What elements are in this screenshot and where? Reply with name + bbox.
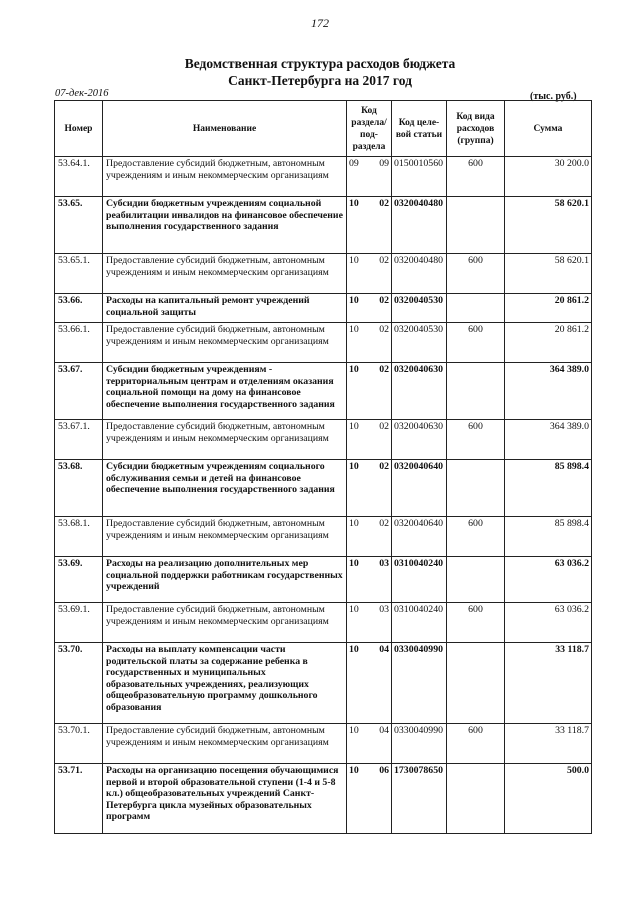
cell-number: 53.67.1. xyxy=(55,420,103,460)
cell-section-code xyxy=(347,254,392,294)
cell-name: Расходы на выплату компенсации части родительской платы за содержание ребенка в государственных и муниципальных образовательных учреждениях, реализующих общеобразовательную программу дошкольного образования xyxy=(103,643,347,724)
subsection-code: 02 xyxy=(379,421,389,432)
cell-sum: 33 118.7 xyxy=(505,724,592,764)
title-line-1: Ведомственная структура расходов бюджета xyxy=(184,56,456,71)
cell-expense-type: 600 xyxy=(447,724,505,764)
cell-expense-type xyxy=(447,363,505,420)
cell-number: 53.70. xyxy=(55,643,103,724)
cell-number: 53.68.1. xyxy=(55,517,103,557)
table-row xyxy=(55,643,592,724)
cell-section-code xyxy=(347,420,392,460)
subsection-code: 09 xyxy=(379,158,389,169)
cell-expense-type xyxy=(447,643,505,724)
cell-name: Предоставление субсидий бюджетным, автономным учреждениям и иным некоммерческим организациям xyxy=(103,603,347,643)
cell-section-code xyxy=(347,643,392,724)
cell-name: Субсидии бюджетным учреждениям - территориальным центрам и отделениям оказания социальной помощи на дому на финансовое обеспечение выполнения государственного задания xyxy=(103,363,347,420)
cell-article-code: 0310040240 xyxy=(392,603,447,643)
document-title xyxy=(0,55,640,89)
subsection-code: 04 xyxy=(379,644,389,655)
cell-name: Предоставление субсидий бюджетным, автономным учреждениям и иным некоммерческим организациям xyxy=(103,157,347,197)
table-row xyxy=(55,603,592,643)
cell-article-code: 0320040630 xyxy=(392,363,447,420)
cell-section-code xyxy=(347,323,392,363)
cell-expense-type xyxy=(447,557,505,603)
table-row xyxy=(55,724,592,764)
cell-sum: 33 118.7 xyxy=(505,643,592,724)
subsection-code: 02 xyxy=(379,518,389,529)
cell-expense-type: 600 xyxy=(447,323,505,363)
cell-expense-type: 600 xyxy=(447,603,505,643)
page-number: 172 xyxy=(311,16,329,30)
table-row xyxy=(55,363,592,420)
cell-section-code xyxy=(347,157,392,197)
section-code: 10 xyxy=(349,604,359,615)
cell-name: Предоставление субсидий бюджетным, автономным учреждениям и иным некоммерческим организациям xyxy=(103,323,347,363)
section-code: 10 xyxy=(349,558,359,569)
cell-sum: 364 389.0 xyxy=(505,420,592,460)
header-number: Номер xyxy=(55,101,103,157)
cell-name: Расходы на капитальный ремонт учреждений социальной защиты xyxy=(103,294,347,323)
cell-sum: 63 036.2 xyxy=(505,557,592,603)
cell-name: Предоставление субсидий бюджетным, автономным учреждениям и иным некоммерческим организациям xyxy=(103,254,347,294)
cell-article-code: 0310040240 xyxy=(392,557,447,603)
cell-name: Субсидии бюджетным учреждениям социальной реабилитации инвалидов на финансовое обеспечение выполнения государственного задания xyxy=(103,197,347,254)
budget-table xyxy=(54,100,592,834)
cell-article-code: 0320040530 xyxy=(392,323,447,363)
cell-expense-type: 600 xyxy=(447,517,505,557)
header-article-code: Код целе- вой статьи xyxy=(392,101,447,157)
table-row xyxy=(55,764,592,834)
section-code: 10 xyxy=(349,725,359,736)
cell-name: Предоставление субсидий бюджетным, автономным учреждениям и иным некоммерческим организациям xyxy=(103,724,347,764)
cell-number: 53.66.1. xyxy=(55,323,103,363)
cell-expense-type: 600 xyxy=(447,420,505,460)
cell-number: 53.65. xyxy=(55,197,103,254)
cell-sum: 30 200.0 xyxy=(505,157,592,197)
cell-number: 53.70.1. xyxy=(55,724,103,764)
cell-article-code: 0320040530 xyxy=(392,294,447,323)
table-row xyxy=(55,420,592,460)
cell-name: Расходы на реализацию дополнительных мер социальной поддержки работникам государственных учреждений xyxy=(103,557,347,603)
cell-name: Субсидии бюджетным учреждениям социального обслуживания семьи и детей на финансовое обеспечение выполнения государственного задания xyxy=(103,460,347,517)
cell-section-code xyxy=(347,517,392,557)
document-date: 07-дек-2016 xyxy=(55,88,109,99)
cell-expense-type xyxy=(447,460,505,517)
subsection-code: 02 xyxy=(379,324,389,335)
units-label: (тыс. руб.) xyxy=(530,91,577,102)
cell-article-code: 0320040480 xyxy=(392,197,447,254)
section-code: 10 xyxy=(349,364,359,375)
table-row xyxy=(55,294,592,323)
cell-number: 53.65.1. xyxy=(55,254,103,294)
subsection-code: 06 xyxy=(379,765,389,776)
cell-sum: 500.0 xyxy=(505,764,592,834)
cell-section-code xyxy=(347,294,392,323)
table-row xyxy=(55,517,592,557)
cell-sum: 20 861.2 xyxy=(505,323,592,363)
cell-sum: 63 036.2 xyxy=(505,603,592,643)
cell-number: 53.67. xyxy=(55,363,103,420)
cell-sum: 20 861.2 xyxy=(505,294,592,323)
table-row xyxy=(55,157,592,197)
cell-expense-type xyxy=(447,197,505,254)
cell-number: 53.71. xyxy=(55,764,103,834)
cell-sum: 364 389.0 xyxy=(505,363,592,420)
section-code: 09 xyxy=(349,158,359,169)
section-code: 10 xyxy=(349,644,359,655)
table-row xyxy=(55,557,592,603)
header-section-code: Код раздела/ под- раздела xyxy=(347,101,392,157)
subsection-code: 02 xyxy=(379,198,389,209)
cell-number: 53.69.1. xyxy=(55,603,103,643)
table-row xyxy=(55,323,592,363)
header-expense-type: Код вида расходов (группа) xyxy=(447,101,505,157)
section-code: 10 xyxy=(349,461,359,472)
section-code: 10 xyxy=(349,295,359,306)
subsection-code: 02 xyxy=(379,295,389,306)
section-code: 10 xyxy=(349,324,359,335)
table-header-row xyxy=(55,101,592,157)
header-name: Наименование xyxy=(103,101,347,157)
cell-article-code: 0320040640 xyxy=(392,517,447,557)
table-row xyxy=(55,254,592,294)
cell-article-code: 0330040990 xyxy=(392,643,447,724)
subsection-code: 02 xyxy=(379,255,389,266)
cell-name: Расходы на организацию посещения обучающимися первой и второй образовательной ступени (1-4 и 5-8 кл.) общеобразовательных учреждений Санкт-Петербурга цикла музейных образовательных программ xyxy=(103,764,347,834)
cell-article-code: 0320040640 xyxy=(392,460,447,517)
cell-section-code xyxy=(347,197,392,254)
title-line-2: Санкт-Петербурга на 2017 год xyxy=(228,73,412,88)
header-sum: Сумма xyxy=(505,101,592,157)
section-code: 10 xyxy=(349,765,359,776)
cell-article-code: 0150010560 xyxy=(392,157,447,197)
section-code: 10 xyxy=(349,198,359,209)
table-row xyxy=(55,460,592,517)
cell-section-code xyxy=(347,764,392,834)
cell-number: 53.64.1. xyxy=(55,157,103,197)
cell-number: 53.69. xyxy=(55,557,103,603)
subsection-code: 04 xyxy=(379,725,389,736)
cell-article-code: 0320040630 xyxy=(392,420,447,460)
cell-article-code: 1730078650 xyxy=(392,764,447,834)
cell-expense-type: 600 xyxy=(447,254,505,294)
cell-number: 53.68. xyxy=(55,460,103,517)
cell-section-code xyxy=(347,603,392,643)
table-row xyxy=(55,197,592,254)
cell-expense-type: 600 xyxy=(447,157,505,197)
cell-sum: 85 898.4 xyxy=(505,460,592,517)
cell-expense-type xyxy=(447,764,505,834)
cell-section-code xyxy=(347,363,392,420)
cell-section-code xyxy=(347,557,392,603)
cell-sum: 58 620.1 xyxy=(505,254,592,294)
cell-article-code: 0330040990 xyxy=(392,724,447,764)
cell-name: Предоставление субсидий бюджетным, автономным учреждениям и иным некоммерческим организациям xyxy=(103,517,347,557)
section-code: 10 xyxy=(349,421,359,432)
cell-name: Предоставление субсидий бюджетным, автономным учреждениям и иным некоммерческим организациям xyxy=(103,420,347,460)
section-code: 10 xyxy=(349,255,359,266)
cell-section-code xyxy=(347,724,392,764)
cell-sum: 85 898.4 xyxy=(505,517,592,557)
subsection-code: 02 xyxy=(379,364,389,375)
cell-number: 53.66. xyxy=(55,294,103,323)
cell-expense-type xyxy=(447,294,505,323)
cell-section-code xyxy=(347,460,392,517)
subsection-code: 02 xyxy=(379,461,389,472)
subsection-code: 03 xyxy=(379,558,389,569)
subsection-code: 03 xyxy=(379,604,389,615)
cell-article-code: 0320040480 xyxy=(392,254,447,294)
cell-sum: 58 620.1 xyxy=(505,197,592,254)
section-code: 10 xyxy=(349,518,359,529)
